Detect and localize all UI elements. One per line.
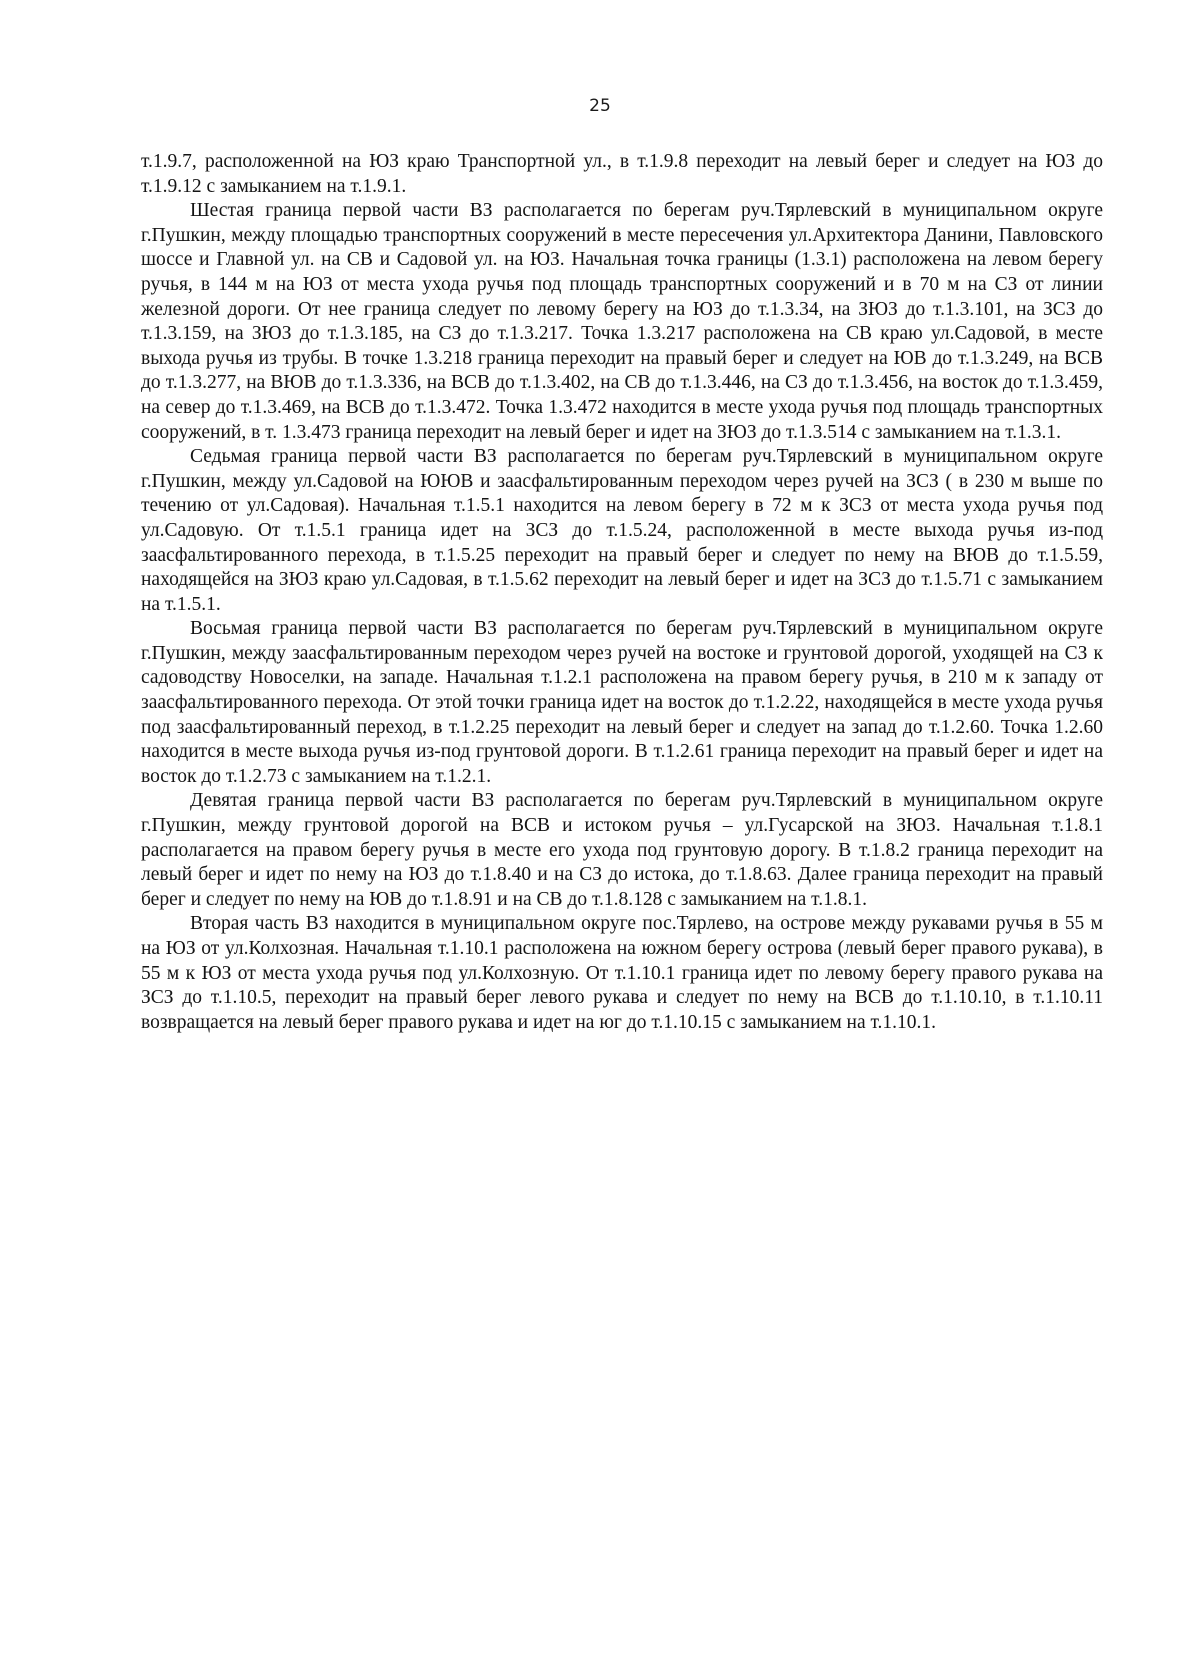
paragraph-continuation: т.1.9.7, расположенной на ЮЗ краю Транспортной ул., в т.1.9.8 переходит на левый берег и следует на ЮЗ до т.1.9.12 с замыканием на т.1.9.1.: [141, 151, 1103, 197]
paragraph-ninth-boundary: Девятая граница первой части ВЗ располагается по берегам руч.Тярлевский в муниципальном округе г.Пушкин, между грунтовой дорогой на ВСВ и истоком ручья – ул.Гусарской на ЗЮЗ. Начальная т.1.8.1 располагается на правом берегу ручья в месте его ухода под грунтовую дорогу. В т.1.8.2 граница переходит на левый берег и идет по нему на ЮЗ до т.1.8.40 и на СЗ до истока, до т.1.8.63. Далее граница переходит на правый берег и следует по нему на ЮВ до т.1.8.91 и на СВ до т.1.8.128 с замыканием на т.1.8.1.: [141, 790, 1103, 910]
page-number: 25: [589, 96, 611, 116]
body-text: [141, 150, 1103, 1035]
paragraph-sixth-boundary: Шестая граница первой части ВЗ располагается по берегам руч.Тярлевский в муниципальном округе г.Пушкин, между площадью транспортных сооружений в месте пересечения ул.Архитектора Данини, Павловского шоссе и Главной ул. на СВ и Садовой ул. на ЮЗ. Начальная точка границы (1.3.1) расположена на левом берегу ручья, в 144 м на ЮЗ от места ухода ручья под площадь транспортных сооружений и в 70 м на СЗ от линии железной дороги. От нее граница следует по левому берегу на ЮЗ до т.1.3.34, на ЗЮЗ до т.1.3.101, на ЗСЗ до т.1.3.159, на ЗЮЗ до т.1.3.185, на СЗ до т.1.3.217. Точка 1.3.217 расположена на СВ краю ул.Садовой, в месте выхода ручья из трубы. В точке 1.3.218 граница переходит на правый берег и следует на ЮВ до т.1.3.249, на ВСВ до т.1.3.277, на ВЮВ до т.1.3.336, на ВСВ до т.1.3.402, на СВ до т.1.3.446, на СЗ до т.1.3.456, на восток до т.1.3.459, на север до т.1.3.469, на ВСВ до т.1.3.472. Точка 1.3.472 находится в месте ухода ручья под площадь транспортных сооружений, в т. 1.3.473 граница переходит на левый берег и идет на ЗЮЗ до т.1.3.514 с замыканием на т.1.3.1.: [141, 200, 1103, 443]
paragraph-eighth-boundary: Восьмая граница первой части ВЗ располагается по берегам руч.Тярлевский в муниципальном округе г.Пушкин, между заасфальтированным переходом через ручей на востоке и грунтовой дорогой, уходящей на СЗ к садоводству Новоселки, на западе. Начальная т.1.2.1 расположена на правом берегу ручья, в 210 м к западу от заасфальтированного перехода. От этой точки граница идет на восток до т.1.2.22, находящейся в месте ухода ручья под заасфальтированный переход, в т.1.2.25 переходит на левый берег и следует на запад до т.1.2.60. Точка 1.2.60 находится в месте выхода ручья из-под грунтовой дороги. В т.1.2.61 граница переходит на правый берег и идет на восток до т.1.2.73 с замыканием на т.1.2.1.: [141, 618, 1103, 787]
paragraph-second-part: Вторая часть ВЗ находится в муниципальном округе пос.Тярлево, на острове между рукавами ручья в 55 м на ЮЗ от ул.Колхозная. Начальная т.1.10.1 расположена на южном берегу острова (левый берег правого рукава), в 55 м к ЮЗ от места ухода ручья под ул.Колхозную. От т.1.10.1 граница идет по левому берегу правого рукава на ЗСЗ до т.1.10.5, переходит на правый берег левого рукава и следует по нему на ВСВ до т.1.10.10, в т.1.10.11 возвращается на левый берег правого рукава и идет на юг до т.1.10.15 с замыканием на т.1.10.1.: [141, 913, 1103, 1033]
paragraph-seventh-boundary: Седьмая граница первой части ВЗ располагается по берегам руч.Тярлевский в муниципальном округе г.Пушкин, между ул.Садовой на ЮЮВ и заасфальтированным переходом через ручей на ЗСЗ ( в 230 м выше по течению от ул.Садовая). Начальная т.1.5.1 находится на левом берегу в 72 м к ЗСЗ от места ухода ручья под ул.Садовую. От т.1.5.1 граница идет на ЗСЗ до т.1.5.24, расположенной в месте выхода ручья из-под заасфальтированного перехода, в т.1.5.25 переходит на правый берег и следует по нему на ВЮВ до т.1.5.59, находящейся на ЗЮЗ краю ул.Садовая, в т.1.5.62 переходит на левый берег и идет на ЗСЗ до т.1.5.71 с замыканием на т.1.5.1.: [141, 446, 1103, 615]
